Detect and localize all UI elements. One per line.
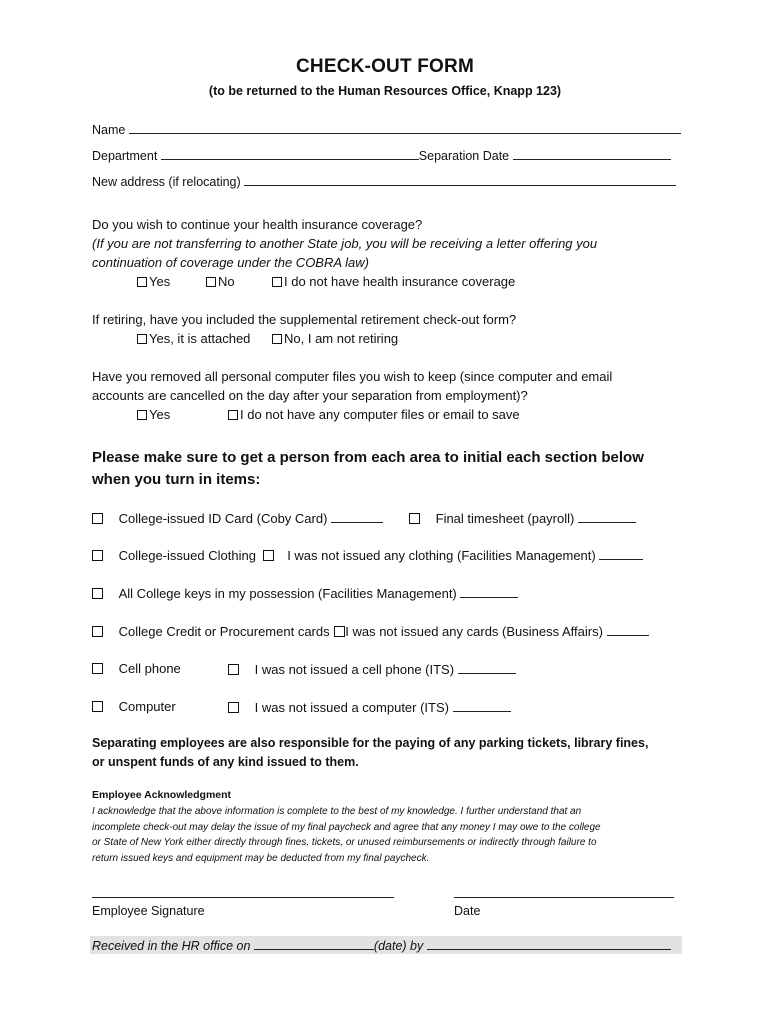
form-subtitle: (to be returned to the Human Resources Office, Knapp 123) [208, 84, 562, 98]
checkbox-icon[interactable] [272, 334, 282, 344]
item-cards[interactable]: College Credit or Procurement cards I was not issued any cards (Business Affairs) [92, 623, 649, 639]
acknowledgment-heading: Employee Acknowledgment [92, 789, 232, 801]
checkbox-icon[interactable] [92, 701, 103, 712]
files-question-line2: accounts are cancelled on the day after your separation from employment)? [92, 388, 528, 403]
initial-field[interactable] [458, 661, 516, 674]
checkbox-icon[interactable] [409, 513, 420, 524]
checkbox-icon[interactable] [92, 588, 103, 599]
checkbox-icon[interactable] [137, 334, 147, 344]
checkbox-icon[interactable] [92, 550, 103, 561]
health-question: Do you wish to continue your health insurance coverage? [92, 217, 423, 232]
new-address-field[interactable] [244, 173, 676, 186]
checkbox-icon[interactable] [137, 277, 147, 287]
checkbox-icon[interactable] [334, 626, 345, 637]
item-computer[interactable]: Computer [92, 699, 176, 714]
initial-field[interactable] [599, 547, 643, 560]
responsibility-line1: Separating employees are also responsible for the paying of any parking tickets, library fines, [92, 736, 649, 750]
name-label: Name [92, 123, 126, 137]
checkbox-icon[interactable] [228, 664, 239, 675]
retire-question: If retiring, have you included the supplemental retirement check-out form? [92, 312, 517, 327]
checkbox-icon[interactable] [92, 513, 103, 524]
acknowledgment-text: I acknowledge that the above information is complete to the best of my knowledge. I further understand that an incomplete check-out may delay the issue of my final paycheck and agree that any money I may owe to the college or State of New York either directly through fines, tickets, or unused reimbursements or indirectly through failure to return issued keys and equipment may be deducted from my final paycheck. [92, 806, 601, 864]
files-option-none[interactable]: I do not have any computer files or email to save [228, 407, 520, 422]
health-note-line2: continuation of coverage under the COBRA law) [92, 255, 370, 270]
retire-option-yes[interactable]: Yes, it is attached [137, 331, 250, 346]
item-clothing[interactable]: College-issued Clothing I was not issued any clothing (Facilities Management) [92, 547, 643, 563]
employee-signature-line[interactable] [92, 897, 394, 898]
checkbox-icon[interactable] [206, 277, 216, 287]
initial-field[interactable] [607, 623, 649, 636]
responsibility-line2: or unspent funds of any kind issued to them. [92, 755, 359, 769]
health-option-yes[interactable]: Yes [137, 274, 170, 289]
checkbox-icon[interactable] [92, 626, 103, 637]
checkbox-icon[interactable] [92, 663, 103, 674]
retire-option-no[interactable]: No, I am not retiring [272, 331, 398, 346]
checkbox-icon[interactable] [263, 550, 274, 561]
item-timesheet[interactable]: Final timesheet (payroll) [409, 510, 636, 526]
files-question-line1: Have you removed all personal computer files you wish to keep (since computer and email [92, 369, 613, 384]
employee-signature-label: Employee Signature [92, 904, 205, 918]
health-option-none[interactable]: I do not have health insurance coverage [272, 274, 515, 289]
initial-field[interactable] [331, 510, 383, 523]
form-title: CHECK-OUT FORM [295, 56, 474, 77]
hr-received-by-field[interactable] [427, 937, 671, 950]
item-no-cell-phone[interactable]: I was not issued a cell phone (ITS) [228, 661, 516, 677]
checkbox-icon[interactable] [228, 410, 238, 420]
name-row [92, 121, 681, 137]
department-label: Department [92, 149, 158, 163]
name-field[interactable] [129, 121, 681, 134]
hr-received-date-field[interactable] [254, 937, 374, 950]
instructions-heading: Please make sure to get a person from each area to initial each section below when you turn in items: [92, 449, 644, 488]
health-note-line1: (If you are not transferring to another State job, you will be receiving a letter offering you [92, 236, 598, 251]
department-field[interactable] [161, 147, 419, 160]
separation-date-label: Separation Date [418, 149, 510, 163]
item-id-card[interactable]: College-issued ID Card (Coby Card) [92, 510, 383, 526]
item-keys[interactable]: All College keys in my possession (Facilities Management) [92, 585, 518, 601]
checkbox-icon[interactable] [272, 277, 282, 287]
new-address-label: New address (if relocating) [92, 175, 241, 189]
date-line[interactable] [454, 897, 674, 898]
department-row [92, 147, 671, 163]
initial-field[interactable] [453, 699, 511, 712]
separation-date-field[interactable] [513, 147, 671, 160]
item-cell-phone[interactable]: Cell phone [92, 661, 181, 676]
new-address-row [92, 173, 676, 189]
checkbox-icon[interactable] [137, 410, 147, 420]
health-option-no[interactable]: No [206, 274, 235, 289]
files-option-yes[interactable]: Yes [137, 407, 170, 422]
initial-field[interactable] [460, 585, 518, 598]
hr-received-row: Received in the HR office on (date) by [92, 937, 671, 953]
checkbox-icon[interactable] [228, 702, 239, 713]
item-no-computer[interactable]: I was not issued a computer (ITS) [228, 699, 511, 715]
date-label: Date [454, 904, 481, 918]
initial-field[interactable] [578, 510, 636, 523]
